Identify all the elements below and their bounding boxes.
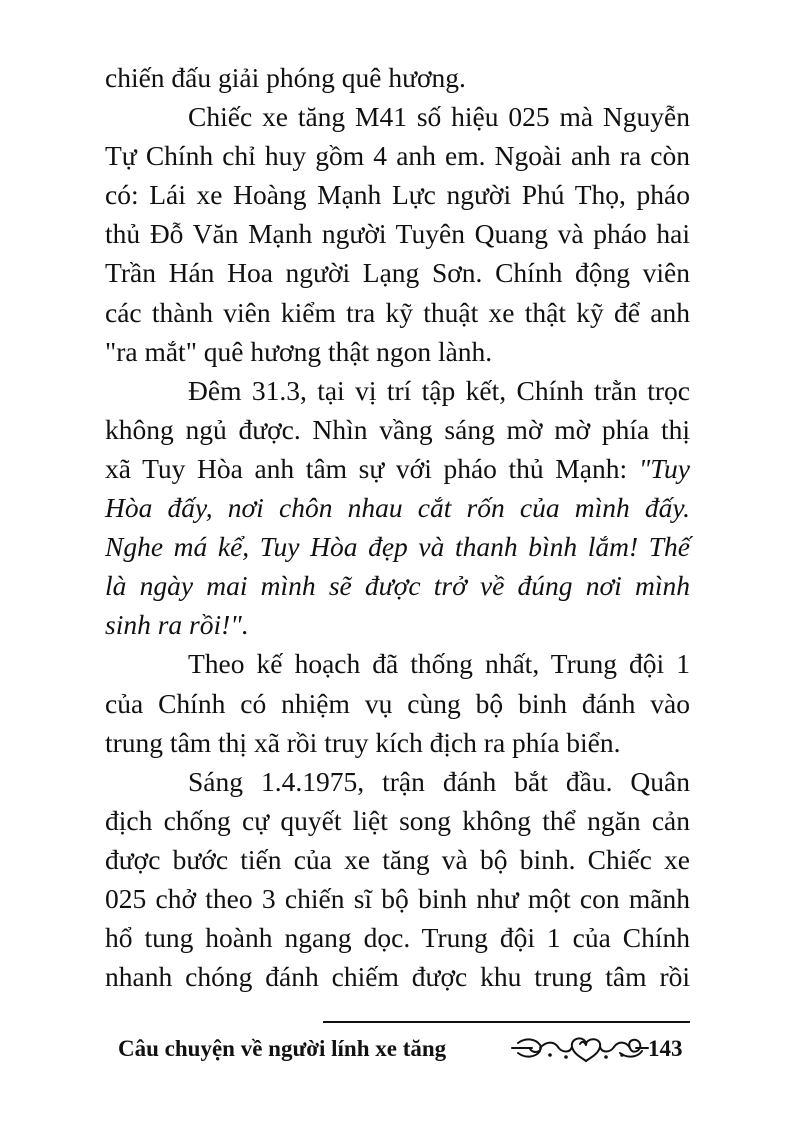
text-line: được bước tiến của xe tăng và bộ binh. Chiếc xe — [105, 843, 690, 875]
text-line: có: Lái xe Hoàng Mạnh Lực người Phú Thọ, pháo — [105, 179, 690, 211]
page-footer — [118, 1021, 690, 1071]
text-line: không ngủ được. Nhìn vầng sáng mờ mờ phía thị — [105, 413, 690, 445]
text-line: trung tâm thị xã rồi truy kích địch ra phía biển. — [105, 726, 621, 758]
quote-segment: "Tuy — [638, 452, 690, 484]
text-line: Theo kế hoạch đã thống nhất, Trung đội 1 — [188, 648, 690, 680]
text-line: Chiếc xe tăng M41 số hiệu 025 mà Nguyễn — [188, 101, 690, 133]
text-line: các thành viên kiểm tra kỹ thuật xe thật kỹ để anh — [105, 296, 690, 328]
text-line: thủ Đỗ Văn Mạnh người Tuyên Quang và pháo hai — [105, 218, 690, 250]
quote-line: sinh ra rồi!". — [105, 609, 249, 641]
decorative-flourish-icon — [510, 1031, 650, 1065]
text-line: 025 chở theo 3 chiến sĩ bộ binh như một con mãnh — [105, 882, 690, 914]
text-line: Trần Hán Hoa người Lạng Sơn. Chính động viên — [105, 257, 690, 289]
quote-line: Hòa đấy, nơi chôn nhau cắt rốn của mình đấy. — [105, 492, 690, 524]
text-line: của Chính có nhiệm vụ cùng bộ binh đánh vào — [105, 687, 690, 719]
running-title: Câu chuyện về người lính xe tăng — [118, 1036, 447, 1061]
page-body — [105, 58, 690, 996]
quote-line: Nghe má kể, Tuy Hòa đẹp và thanh bình lắm! Thế — [105, 531, 690, 563]
text-line: chiến đấu giải phóng quê hương. — [105, 62, 466, 93]
text-line: hổ tung hoành ngang dọc. Trung đội 1 của Chính — [105, 922, 690, 954]
page-number: 143 — [648, 1036, 683, 1061]
text-line: Sáng 1.4.1975, trận đánh bắt đầu. Quân — [188, 765, 690, 797]
text-segment: xã Tuy Hòa anh tâm sự với pháo thủ Mạnh: — [105, 452, 628, 484]
text-line: địch chống cự quyết liệt song không thể ngăn cản — [105, 804, 690, 836]
footer-rule — [323, 1021, 690, 1023]
text-line: "ra mắt" quê hương thật ngon lành. — [105, 335, 493, 367]
text-line — [105, 449, 690, 488]
text-line: nhanh chóng đánh chiếm được khu trung tâm rồi — [105, 961, 690, 993]
text-line: Tự Chính chỉ huy gồm 4 anh em. Ngoài anh ra còn — [105, 140, 690, 172]
text-line: Đêm 31.3, tại vị trí tập kết, Chính trằn trọc — [188, 374, 690, 406]
quote-line: là ngày mai mình sẽ được trở về đúng nơi mình — [105, 570, 690, 602]
